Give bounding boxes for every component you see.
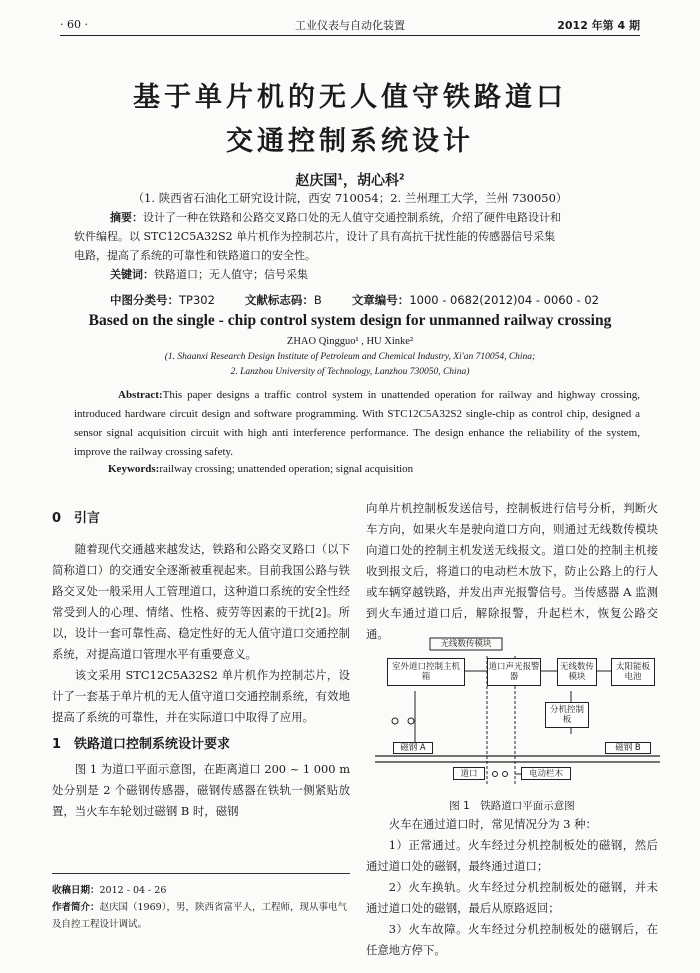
doc-code-value: B [313, 293, 322, 307]
section-0-heading: 0 引言 [52, 511, 101, 526]
title-line-2: 交通控制系统设计 [226, 126, 474, 157]
keywords-cn-label: 关键词： [110, 268, 154, 281]
affiliation: （1. 陕西省石油化工研究设计院，西安 710054；2. 兰州理工大学，兰州 730050） [132, 191, 568, 205]
abstract-cn-line-3: 电路，提高了系统的可靠性和铁路道口的安全性。 [74, 249, 316, 262]
journal-name: 工业仪表与自动化装置 [295, 18, 405, 32]
magnet-a: 磁钢 A [393, 742, 433, 754]
author-list [0, 170, 700, 190]
clc-label: 中图分类号： [110, 293, 179, 307]
solar-battery: 太阳能板电池 [611, 658, 655, 686]
sound-light-alarm: 道口声光报警器 [487, 658, 541, 686]
magnet-b: 磁钢 B [605, 742, 651, 754]
doc-code-label: 文献标志码： [244, 293, 314, 307]
classification-line [110, 292, 630, 308]
right-paragraph-1: 向单片机控制板发送信号，控制板进行信号分析，判断火车方向，如果火车是驶向道口方向，则通过无线数传模块向道口处的控制主机发送无线报文。道口处的控制主机接收到报文后，将道口的电动栏木放下，防止公路上的行人或车辆穿越铁路，并发出声光报警信号。当传感器 A 监测到火车通过道口后，解除报警，升起栏木，恢复公路交通。 [366, 501, 658, 641]
english-keywords [108, 463, 640, 475]
slave-control-board: 分机控制板 [545, 702, 589, 728]
section-1-heading: 1 铁路道口控制系统设计要求 [52, 737, 231, 752]
crossing-label: 道口 [453, 767, 485, 780]
paper-title [0, 76, 700, 164]
abstract-cn [74, 208, 640, 284]
electric-barrier: 电动栏木 [521, 767, 571, 780]
crossing-host-box: 室外道口控制主机箱 [387, 658, 465, 686]
abstract-cn-line-2: 软件编程。以 STC12C5A32S2 单片机作为控制芯片，设计了具有高抗干扰性能的传感器信号采集 [74, 230, 556, 243]
running-header [60, 14, 640, 36]
author-sep: ， [343, 173, 357, 189]
abstract-cn-label: 摘要： [110, 211, 143, 224]
left-paragraph-1: 随着现代交通越来越发达，铁路和公路交叉路口（以下简称道口）的交通安全逐渐被重视起来。目前我国公路与铁路交叉处一般采用人工管理道口，这种道口系统的安全性经常受到人的心理、情绪、性格、疲劳等因素的干扰[2]。所以，设计一套可靠性高、稳定性好的无人值守道口交通控制系统，对提高道口管理水平有重要意义。 [52, 542, 350, 661]
author-2: 胡心科 [357, 173, 399, 189]
left-column [52, 508, 350, 822]
author-2-sup: 2 [399, 172, 405, 182]
right-paragraph-2: 火车在通过道口时，常见情况分为 3 种： [388, 817, 597, 831]
english-authors: ZHAO Qingguo¹ , HU Xinke² [286, 336, 414, 347]
received-date: 2012 - 04 - 26 [99, 885, 167, 896]
author-1-sup: 1 [337, 172, 343, 182]
left-paragraph-2: 该文采用 STC12C5A32S2 单片机作为控制芯片，设计了一套基于单片机的无人值守道口交通控制系统，有效地提高了系统的可靠性，并在实际道口中取得了应用。 [52, 668, 350, 724]
english-abstract-label: Abstract: [118, 389, 163, 401]
english-keywords-label: Keywords: [108, 463, 160, 475]
issue-label: 2012 年第 4 期 [557, 18, 640, 32]
author-1: 赵庆国 [295, 173, 338, 189]
author-bio: 赵庆国（1969），男，陕西省富平人，工程师，现从事电气及自控工程设计调试。 [52, 902, 347, 930]
english-abstract-text: This paper designs a traffic control system in unattended operation for railway and highway crossing, introduced hardware circuit design and software programming. With STC12C5A32S2 single-chip as control chip, designed a sensor signal acquisition circuit with high anti interference performance. The design enhance the reliability of the system, improve the railway crossing safety. [74, 389, 640, 458]
english-title: Based on the single - chip control system design for unmanned railway crossing [88, 312, 612, 329]
right-column-bottom [366, 814, 658, 961]
figure-1 [375, 636, 660, 791]
right-paragraph-5: 3）火车故障。火车经过分机控制板处的磁钢后，在任意地方停下。 [366, 922, 658, 957]
right-paragraph-3: 1）正常通过。火车经过分机控制板处的磁钢，然后通过道口处的磁钢，最终通过道口； [366, 838, 658, 873]
title-line-1: 基于单片机的无人值守铁路道口 [133, 82, 567, 113]
bio-label: 作者简介： [52, 902, 100, 913]
wireless-module-top: 无线数传模块 [440, 639, 492, 649]
page-number: · 60 · [60, 18, 88, 31]
clc-value: TP302 [179, 293, 215, 307]
left-paragraph-3: 图 1 为道口平面示意图，在距离道口 200 ~ 1 000 m处分别是 2 个磁钢传感器，磁钢传感器在铁轨一侧紧贴放置，当火车车轮划过磁钢 B 时，磁钢 [52, 762, 350, 818]
received-label: 收稿日期： [52, 885, 100, 896]
article-no-label: 文章编号： [351, 293, 410, 307]
english-abstract [74, 386, 640, 462]
english-affiliation-1: (1. Shaanxi Research Design Institute of Petroleum and Chemical Industry, Xi'an 710054, China; [164, 352, 536, 362]
right-column-top [366, 498, 658, 645]
right-paragraph-4: 2）火车换轨。火车经过分机控制板处的磁钢，并未通过道口处的磁钢，最后从原路返回； [366, 880, 658, 915]
keywords-cn: 铁路道口；无人值守；信号采集 [154, 268, 308, 281]
english-affiliation-2: 2. Lanzhou University of Technology, Lanzhou 730050, China) [230, 367, 470, 377]
abstract-cn-line-1: 设计了一种在铁路和公路交叉路口处的无人值守交通控制系统，介绍了硬件电路设计和 [143, 211, 561, 224]
article-no-value: 1000 - 0682(2012)04 - 0060 - 02 [409, 293, 600, 307]
figure-1-caption: 图 1 铁路道口平面示意图 [449, 800, 575, 812]
wireless-module: 无线数传模块 [557, 658, 597, 686]
english-keywords-text: railway crossing; unattended operation; signal acquisition [159, 463, 414, 475]
footnote [52, 873, 350, 933]
